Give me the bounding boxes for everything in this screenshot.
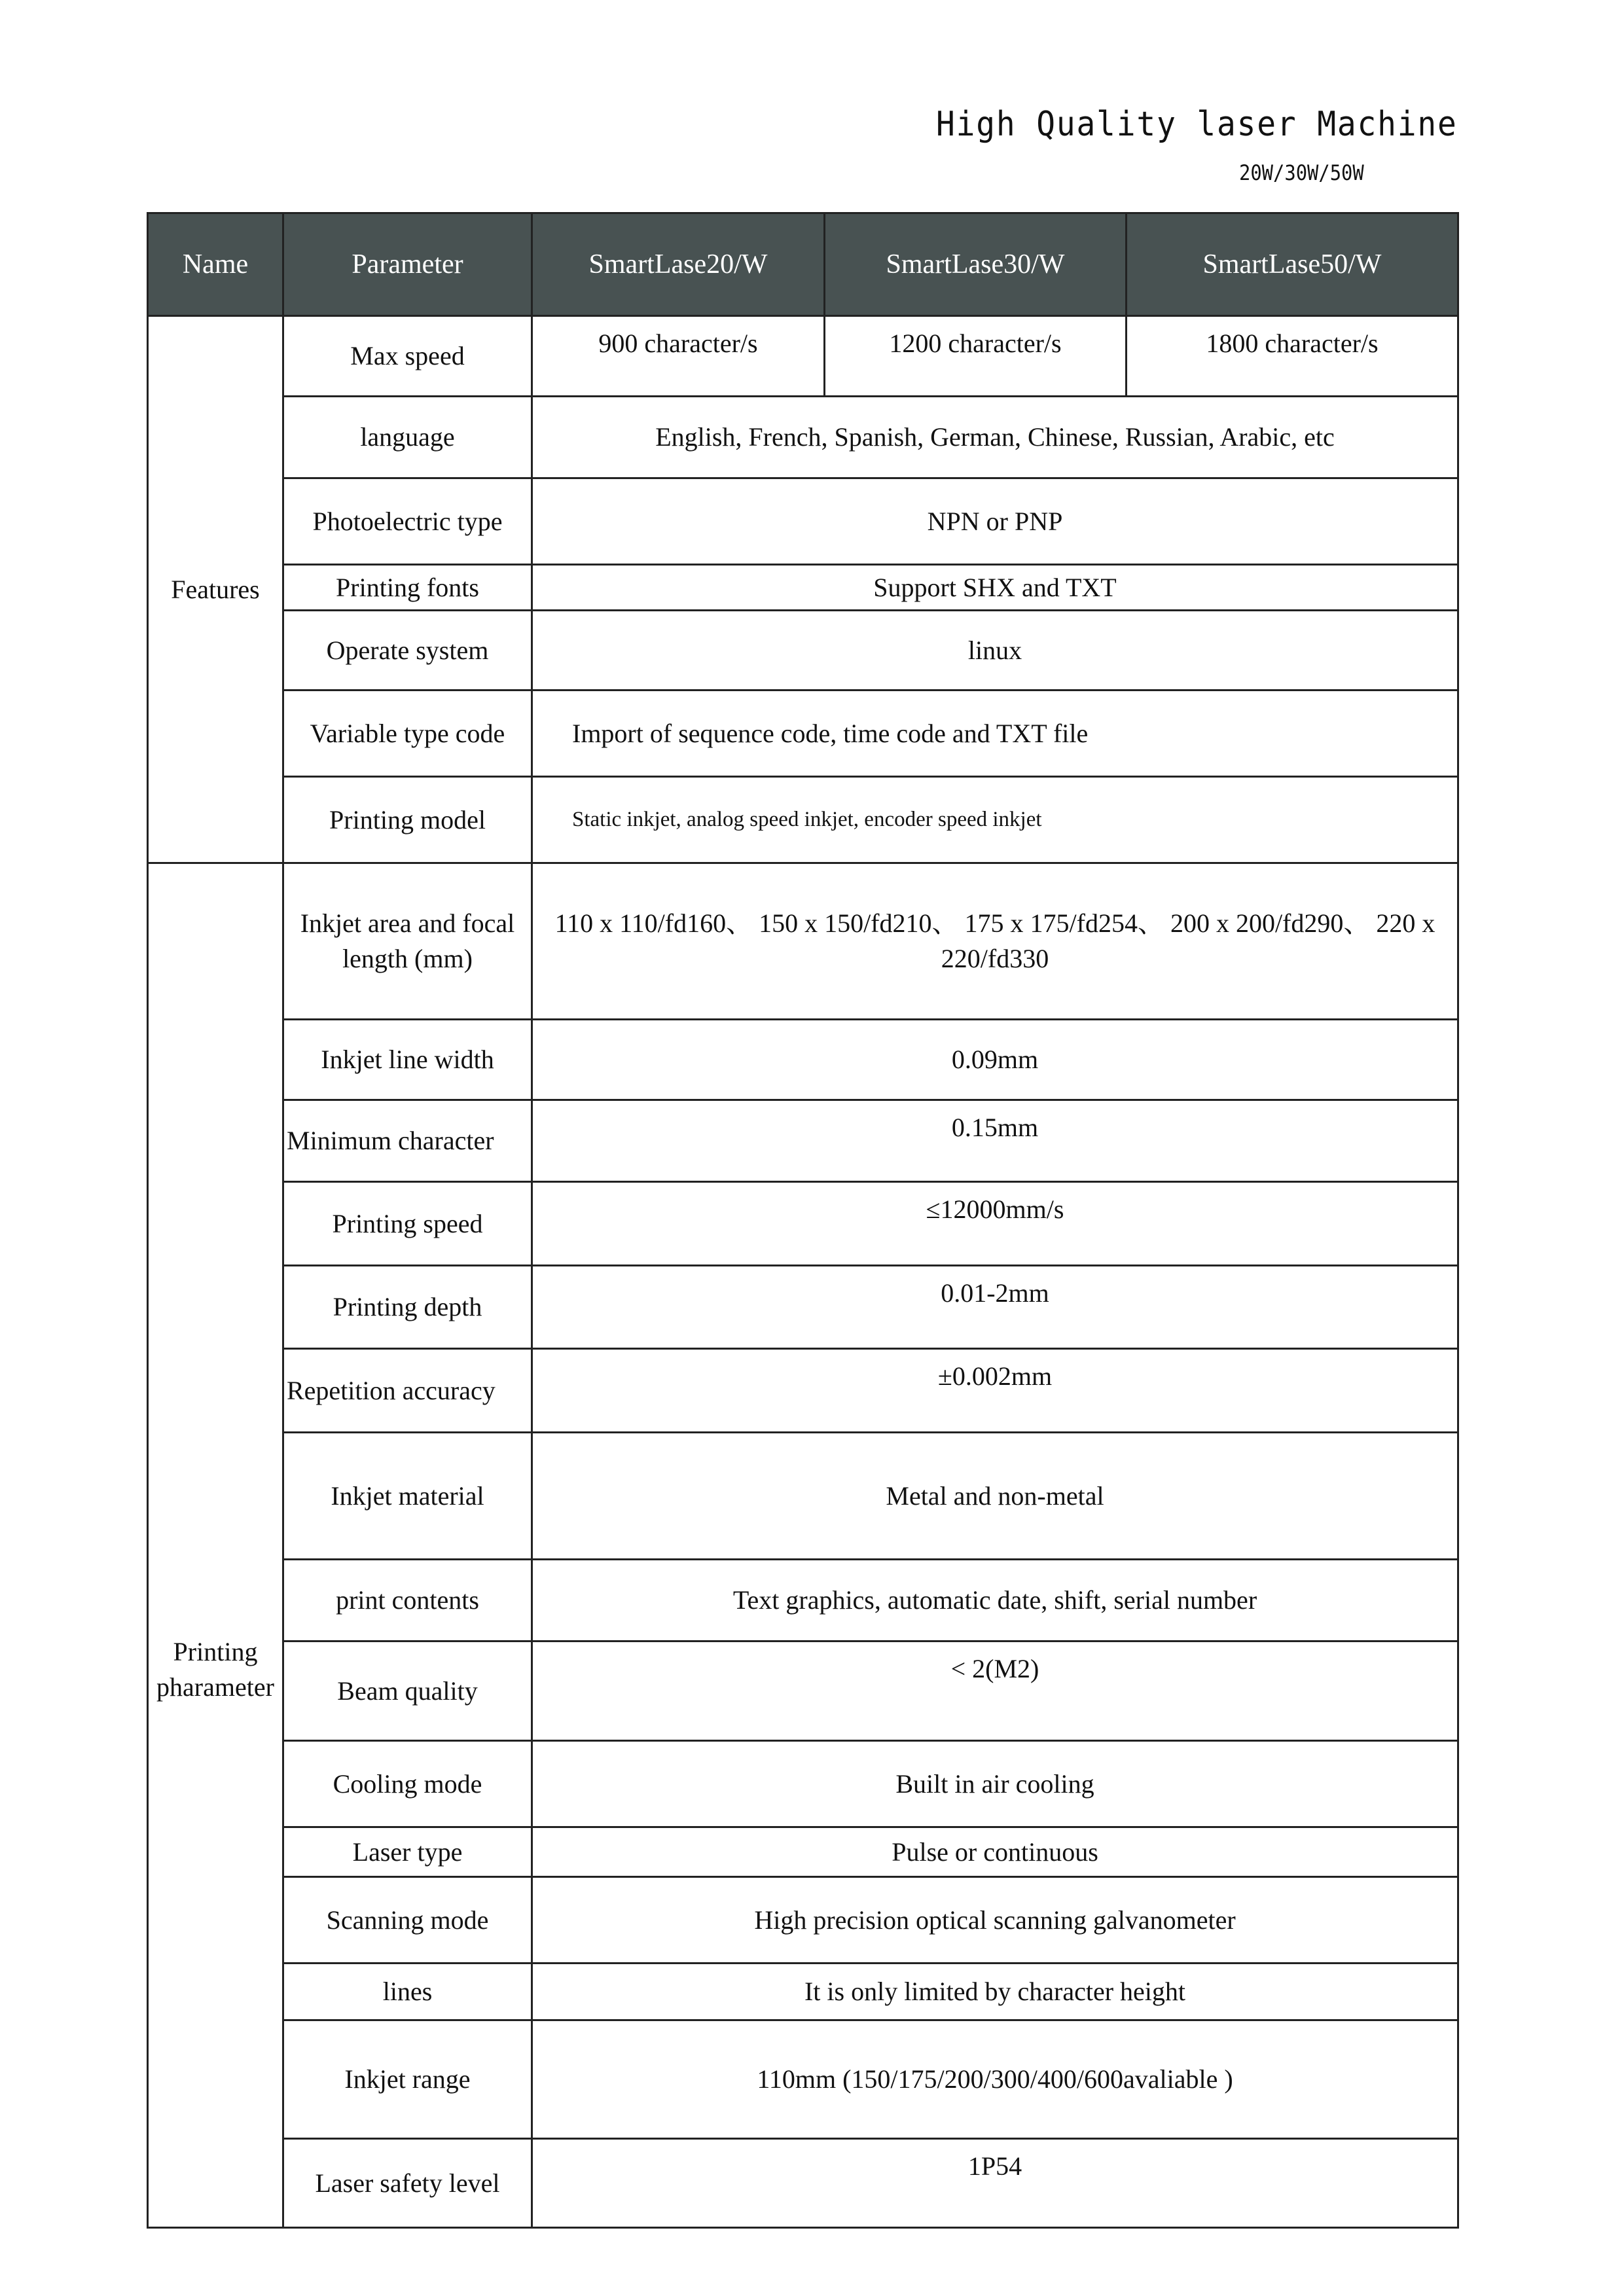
table-row xyxy=(148,1433,1458,1560)
table-row xyxy=(148,611,1458,691)
table-row xyxy=(148,1741,1458,1827)
group-name: Printing pharameter xyxy=(148,863,283,2228)
parameter-value: 110mm (150/175/200/300/400/600avaliable ) xyxy=(532,2020,1458,2139)
parameter-label: Operate system xyxy=(283,611,532,691)
col-smartlase20: SmartLase20/W xyxy=(532,213,825,316)
parameter-label: Max speed xyxy=(283,316,532,397)
parameter-value: NPN or PNP xyxy=(532,478,1458,565)
parameter-value: < 2(M2) xyxy=(532,1641,1458,1741)
parameter-label: Inkjet line width xyxy=(283,1020,532,1100)
parameter-label: Cooling mode xyxy=(283,1741,532,1827)
table-row xyxy=(148,1182,1458,1266)
parameter-value: It is only limited by character height xyxy=(532,1964,1458,2020)
table-row xyxy=(148,1964,1458,2020)
parameter-label: Printing speed xyxy=(283,1182,532,1266)
table-row xyxy=(148,1349,1458,1433)
parameter-value: English, French, Spanish, German, Chinese, Russian, Arabic, etc xyxy=(532,397,1458,478)
model-value: 900 character/s xyxy=(532,316,825,397)
parameter-value: Built in air cooling xyxy=(532,1741,1458,1827)
parameter-value: 0.01-2mm xyxy=(532,1266,1458,1349)
table-row xyxy=(148,1877,1458,1964)
parameter-label: Laser safety level xyxy=(283,2139,532,2228)
parameter-label: Inkjet range xyxy=(283,2020,532,2139)
col-smartlase50: SmartLase50/W xyxy=(1127,213,1458,316)
model-value: 1800 character/s xyxy=(1127,316,1458,397)
parameter-value: linux xyxy=(532,611,1458,691)
group-name: Features xyxy=(148,316,283,863)
parameter-value: 0.09mm xyxy=(532,1020,1458,1100)
spec-table xyxy=(147,212,1459,2229)
table-row xyxy=(148,397,1458,478)
parameter-label: Inkjet material xyxy=(283,1433,532,1560)
parameter-value: ≤12000mm/s xyxy=(532,1182,1458,1266)
parameter-label: Printing depth xyxy=(283,1266,532,1349)
parameter-value: 110 x 110/fd160、 150 x 150/fd210、 175 x 175/fd254、 200 x 200/fd290、 220 x 220/fd330 xyxy=(532,863,1458,1020)
power-options: 20W/30W/50W xyxy=(1239,160,1364,185)
table-row xyxy=(148,777,1458,863)
table-row xyxy=(148,863,1458,1020)
parameter-value: ±0.002mm xyxy=(532,1349,1458,1433)
table-row xyxy=(148,2139,1458,2228)
parameter-label: Inkjet area and focal length (mm) xyxy=(283,863,532,1020)
parameter-label: Beam quality xyxy=(283,1641,532,1741)
parameter-value: Support SHX and TXT xyxy=(532,565,1458,611)
parameter-label: Printing model xyxy=(283,777,532,863)
parameter-label: Laser type xyxy=(283,1827,532,1877)
parameter-label: Repetition accuracy xyxy=(283,1349,532,1433)
page-title: High Quality laser Machine xyxy=(936,105,1458,144)
table-row xyxy=(148,2020,1458,2139)
parameter-value: Text graphics, automatic date, shift, serial number xyxy=(532,1560,1458,1641)
parameter-value: High precision optical scanning galvanometer xyxy=(532,1877,1458,1964)
header-row xyxy=(148,213,1458,316)
col-smartlase30: SmartLase30/W xyxy=(825,213,1127,316)
parameter-label: Scanning mode xyxy=(283,1877,532,1964)
table-row xyxy=(148,1100,1458,1182)
parameter-value: Metal and non-metal xyxy=(532,1433,1458,1560)
parameter-label: Variable type code xyxy=(283,691,532,777)
parameter-value: Pulse or continuous xyxy=(532,1827,1458,1877)
table-row xyxy=(148,1641,1458,1741)
parameter-label: language xyxy=(283,397,532,478)
parameter-value: 1P54 xyxy=(532,2139,1458,2228)
parameter-label: lines xyxy=(283,1964,532,2020)
col-parameter: Parameter xyxy=(283,213,532,316)
table-row xyxy=(148,1827,1458,1877)
model-value: 1200 character/s xyxy=(825,316,1127,397)
parameter-value: Static inkjet, analog speed inkjet, encoder speed inkjet xyxy=(532,777,1458,863)
parameter-label: Minimum character xyxy=(283,1100,532,1182)
table-row xyxy=(148,1020,1458,1100)
table-row xyxy=(148,1560,1458,1641)
table-row xyxy=(148,478,1458,565)
parameter-label: print contents xyxy=(283,1560,532,1641)
table-row xyxy=(148,1266,1458,1349)
parameter-label: Photoelectric type xyxy=(283,478,532,565)
col-name: Name xyxy=(148,213,283,316)
parameter-value: 0.15mm xyxy=(532,1100,1458,1182)
table-row xyxy=(148,565,1458,611)
table-row xyxy=(148,316,1458,397)
parameter-value: Import of sequence code, time code and TXT file xyxy=(532,691,1458,777)
table-row xyxy=(148,691,1458,777)
parameter-label: Printing fonts xyxy=(283,565,532,611)
